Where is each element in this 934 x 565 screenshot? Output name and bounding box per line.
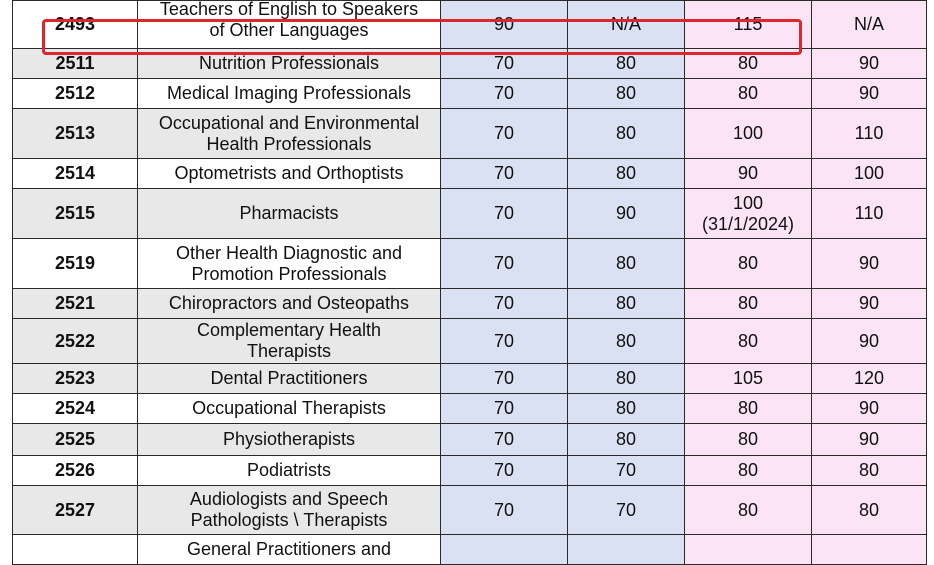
occupation-code-cell: 2523	[13, 364, 138, 394]
cell-line: Pharmacists	[239, 203, 339, 223]
score-cell-col3: 70	[441, 364, 568, 394]
table-row	[13, 364, 927, 394]
occupation-name-cell	[138, 159, 441, 189]
cell-line: Other Health Diagnostic and	[175, 242, 403, 263]
cell-line: Pathologists \ Therapists	[190, 510, 388, 530]
score-cell-col4: 80	[568, 159, 685, 189]
score-cell-col5: 80	[685, 424, 812, 456]
score-cell-col6: 110	[812, 109, 927, 159]
score-cell-col3: 70	[441, 456, 568, 486]
score-cell-col4	[568, 535, 685, 565]
score-cell-col6	[812, 535, 927, 565]
table-row	[13, 394, 927, 424]
score-cell-col6: 120	[812, 364, 927, 394]
occupation-code-cell: 2512	[13, 79, 138, 109]
score-cell-col3: 70	[441, 79, 568, 109]
occupation-name-cell	[138, 109, 441, 159]
cell-line: Therapists	[246, 341, 332, 361]
score-cell-col4: 80	[568, 289, 685, 319]
table-row	[13, 49, 927, 79]
occupation-name-cell	[138, 189, 441, 239]
occupation-threshold-table	[12, 0, 927, 565]
table-row	[13, 456, 927, 486]
score-cell-col6: 90	[812, 319, 927, 364]
occupation-name-cell	[138, 394, 441, 424]
score-cell-col3: 90	[441, 1, 568, 49]
occupation-name-cell	[138, 424, 441, 456]
table-row	[13, 189, 927, 239]
occupation-code-cell: 2515	[13, 189, 138, 239]
table-row	[13, 424, 927, 456]
score-cell-col3: 70	[441, 239, 568, 289]
score-cell-col5	[685, 535, 812, 565]
occupation-code-cell: 2524	[13, 394, 138, 424]
occupation-name-cell	[138, 486, 441, 535]
score-cell-col4: 80	[568, 394, 685, 424]
score-cell-col6: 90	[812, 289, 927, 319]
score-cell-col5: 115	[685, 1, 812, 49]
score-cell-col5	[685, 189, 812, 239]
occupation-name-cell	[138, 49, 441, 79]
cell-line: Optometrists and Orthoptists	[174, 163, 404, 183]
occupation-code-cell: 2522	[13, 319, 138, 364]
score-cell-col5: 105	[685, 364, 812, 394]
cell-line: Promotion Professionals	[191, 263, 387, 284]
score-cell-col4: 80	[568, 79, 685, 109]
table-row	[13, 159, 927, 189]
cell-line: Physiotherapists	[222, 429, 356, 449]
score-cell-col4: 80	[568, 424, 685, 456]
occupation-name-cell	[138, 289, 441, 319]
score-cell-col5: 100	[685, 109, 812, 159]
score-cell-col3: 70	[441, 394, 568, 424]
cell-line: Podiatrists	[246, 460, 332, 480]
score-cell-col4: 80	[568, 239, 685, 289]
score-cell-col6: 80	[812, 486, 927, 535]
score-cell-col6: 90	[812, 79, 927, 109]
score-cell-col3: 70	[441, 159, 568, 189]
score-cell-col4: 80	[568, 364, 685, 394]
cell-line: (31/1/2024)	[701, 213, 795, 234]
score-cell-col6: 110	[812, 189, 927, 239]
score-cell-col4: 80	[568, 109, 685, 159]
score-cell-col6: 90	[812, 239, 927, 289]
cell-line: Audiologists and Speech	[189, 489, 389, 509]
score-cell-col3: 70	[441, 424, 568, 456]
score-cell-col5: 80	[685, 394, 812, 424]
score-cell-col4: N/A	[568, 1, 685, 49]
cell-line: Medical Imaging Professionals	[166, 83, 412, 103]
score-cell-col5: 80	[685, 456, 812, 486]
score-cell-col6: 80	[812, 456, 927, 486]
occupation-name-cell	[138, 79, 441, 109]
score-cell-col6: 90	[812, 394, 927, 424]
score-cell-col4: 70	[568, 486, 685, 535]
table-body	[13, 1, 927, 565]
occupation-code-cell: 2519	[13, 239, 138, 289]
score-cell-col3: 70	[441, 486, 568, 535]
score-cell-col5: 90	[685, 159, 812, 189]
table-row	[13, 109, 927, 159]
score-cell-col3: 70	[441, 189, 568, 239]
cell-line: 100	[732, 192, 764, 213]
occupation-name-cell	[138, 1, 441, 49]
cell-line: Teachers of English to Speakers	[159, 0, 419, 19]
score-cell-col6: 90	[812, 49, 927, 79]
table-row	[13, 289, 927, 319]
occupation-code-cell: 2525	[13, 424, 138, 456]
occupation-name-cell	[138, 364, 441, 394]
score-cell-col3: 70	[441, 49, 568, 79]
occupation-name-cell	[138, 319, 441, 364]
score-cell-col4: 80	[568, 319, 685, 364]
occupation-name-cell	[138, 239, 441, 289]
score-cell-col4: 80	[568, 49, 685, 79]
cell-line: Complementary Health	[196, 320, 382, 340]
cell-line: Occupational Therapists	[192, 398, 386, 418]
score-cell-col3: 70	[441, 109, 568, 159]
occupation-code-cell: 2511	[13, 49, 138, 79]
occupation-name-cell	[138, 535, 441, 565]
cell-line: Health Professionals	[206, 133, 372, 154]
occupation-code-cell: 2527	[13, 486, 138, 535]
score-cell-col4: 90	[568, 189, 685, 239]
score-cell-col6: 90	[812, 424, 927, 456]
score-cell-col5: 80	[685, 289, 812, 319]
table-row	[13, 79, 927, 109]
table-row	[13, 486, 927, 535]
table-row	[13, 239, 927, 289]
score-cell-col5: 80	[685, 49, 812, 79]
occupation-name-cell	[138, 456, 441, 486]
score-cell-col5: 80	[685, 486, 812, 535]
cell-line: General Practitioners and	[186, 539, 392, 559]
score-cell-col6: 100	[812, 159, 927, 189]
cell-line: Nutrition Professionals	[198, 53, 380, 73]
table-row	[13, 535, 927, 565]
cell-line: Chiropractors and Osteopaths	[168, 293, 410, 313]
cell-line: of Other Languages	[209, 19, 369, 40]
table-row	[13, 319, 927, 364]
occupation-code-cell: 2521	[13, 289, 138, 319]
occupation-code-cell: 2514	[13, 159, 138, 189]
score-cell-col6: N/A	[812, 1, 927, 49]
score-cell-col5: 80	[685, 319, 812, 364]
score-cell-col5: 80	[685, 79, 812, 109]
score-cell-col3: 70	[441, 319, 568, 364]
cell-line: Dental Practitioners	[210, 368, 368, 388]
occupation-code-cell: 2493	[13, 1, 138, 49]
score-cell-col3	[441, 535, 568, 565]
score-cell-col3: 70	[441, 289, 568, 319]
table-row	[13, 1, 927, 49]
score-cell-col5: 80	[685, 239, 812, 289]
occupation-code-cell: 2526	[13, 456, 138, 486]
occupation-code-cell: 2513	[13, 109, 138, 159]
cell-line: Occupational and Environmental	[158, 112, 420, 133]
occupation-code-cell	[13, 535, 138, 565]
score-cell-col4: 70	[568, 456, 685, 486]
